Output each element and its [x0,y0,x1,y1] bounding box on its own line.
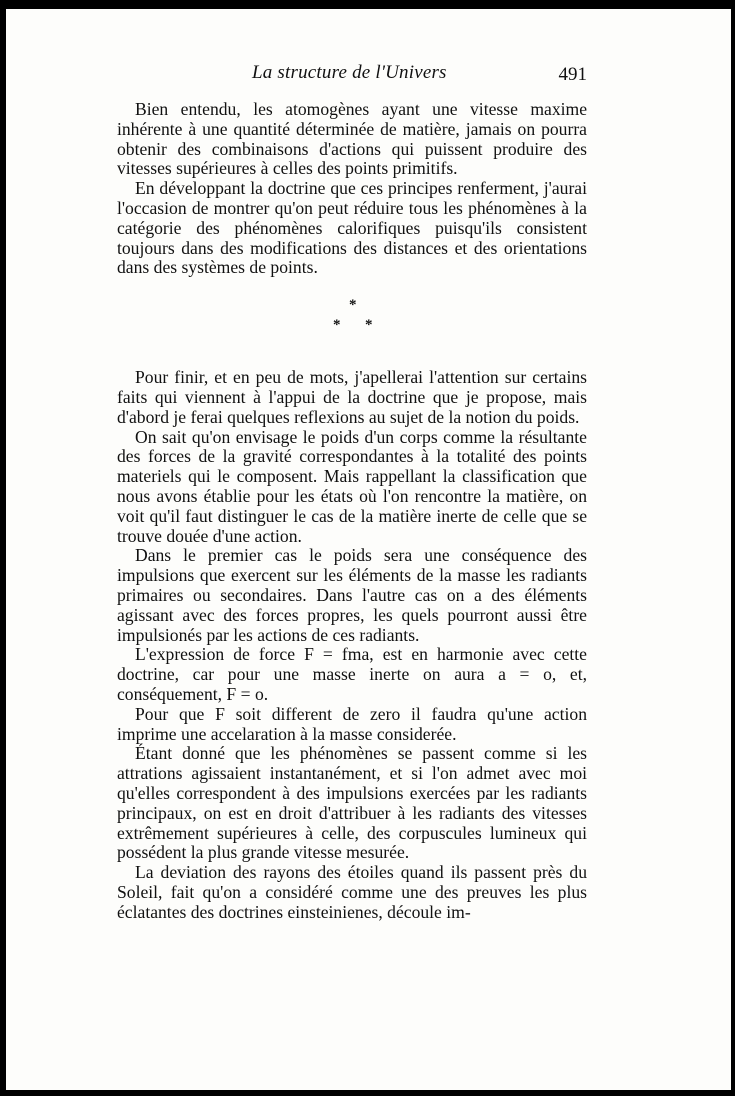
paragraph: Pour finir, et en peu de mots, j'apellerai l'attention sur certains faits qui viennent à l'appui de la doctrine que je propose, mais d'abord je ferai quelques reflexions au sujet de la notion du poids. [117,367,587,427]
paragraph: Bien entendu, les atomogènes ayant une vitesse maxime inhérente à une quantité déterminée de matière, jamais on pourra obtenir des combinaisons d'actions qui puissent produire des vitesses supérieures à celles des points primitifs. [117,99,587,179]
page-number: 491 [558,64,587,85]
paragraph: En développant la doctrine que ces principes renferment, j'aurai l'occasion de montrer qu'on peut réduire tous les phénomènes à la catégorie des phénomènes calorifiques puisqu'ils consistent toujours dans des modifications des distances et des orientations dans des systèmes de points. [117,178,587,278]
page-header [117,62,587,90]
asterisk-ornament: * [333,317,341,334]
paragraph: On sait qu'on envisage le poids d'un corps comme la résultante des forces de la gravité correspondantes à la totalité des points materiels qui le composent. Mais rappellant la classification que nous avons établie pour les états où l'on rencontre la matière, on voit qu'il faut distinguer le cas de la matière inerte de celle que se trouve douée d'une action. [117,426,587,546]
paragraph: La deviation des rayons des étoiles quand ils passent près du Soleil, fait qu'on a considéré comme une des preuves les plus éclatantes des doctrines einsteinienes, découle im- [117,862,587,922]
paragraph: Dans le premier cas le poids sera une conséquence des impulsions que exercent sur les éléments de la masse les radiants primaires ou secondaires. Dans l'autre cas on a des éléments agissant avec des forces propres, les quels pourront aussi être impulsionés par les actions de ces radiants. [117,545,587,645]
paragraph: Étant donné que les phénomènes se passent comme si les attrations agissaient instantanément, et si l'on admet avec moi qu'elles correspondent à des impulsions exercées par les radiants principaux, on est en droit d'attribuer à les radiants des vitesses extrêmement supérieures à celle, des corpuscules lumineux qui possédent la plus grande vitesse mesurée. [117,743,587,863]
paragraph: Pour que F soit different de zero il faudra qu'une action imprime une accelaration à la masse considerée. [117,703,587,744]
running-title: La structure de l'Univers [252,62,447,83]
paragraph: L'expression de force F = fma, est en harmonie avec cette doctrine, car pour une masse inerte on aura a = o, et, conséquement, F = o. [117,644,587,704]
asterisk-ornament: * [349,297,357,314]
asterisk-ornament: * [365,317,373,334]
body-text [117,100,587,922]
section-break [117,278,587,368]
